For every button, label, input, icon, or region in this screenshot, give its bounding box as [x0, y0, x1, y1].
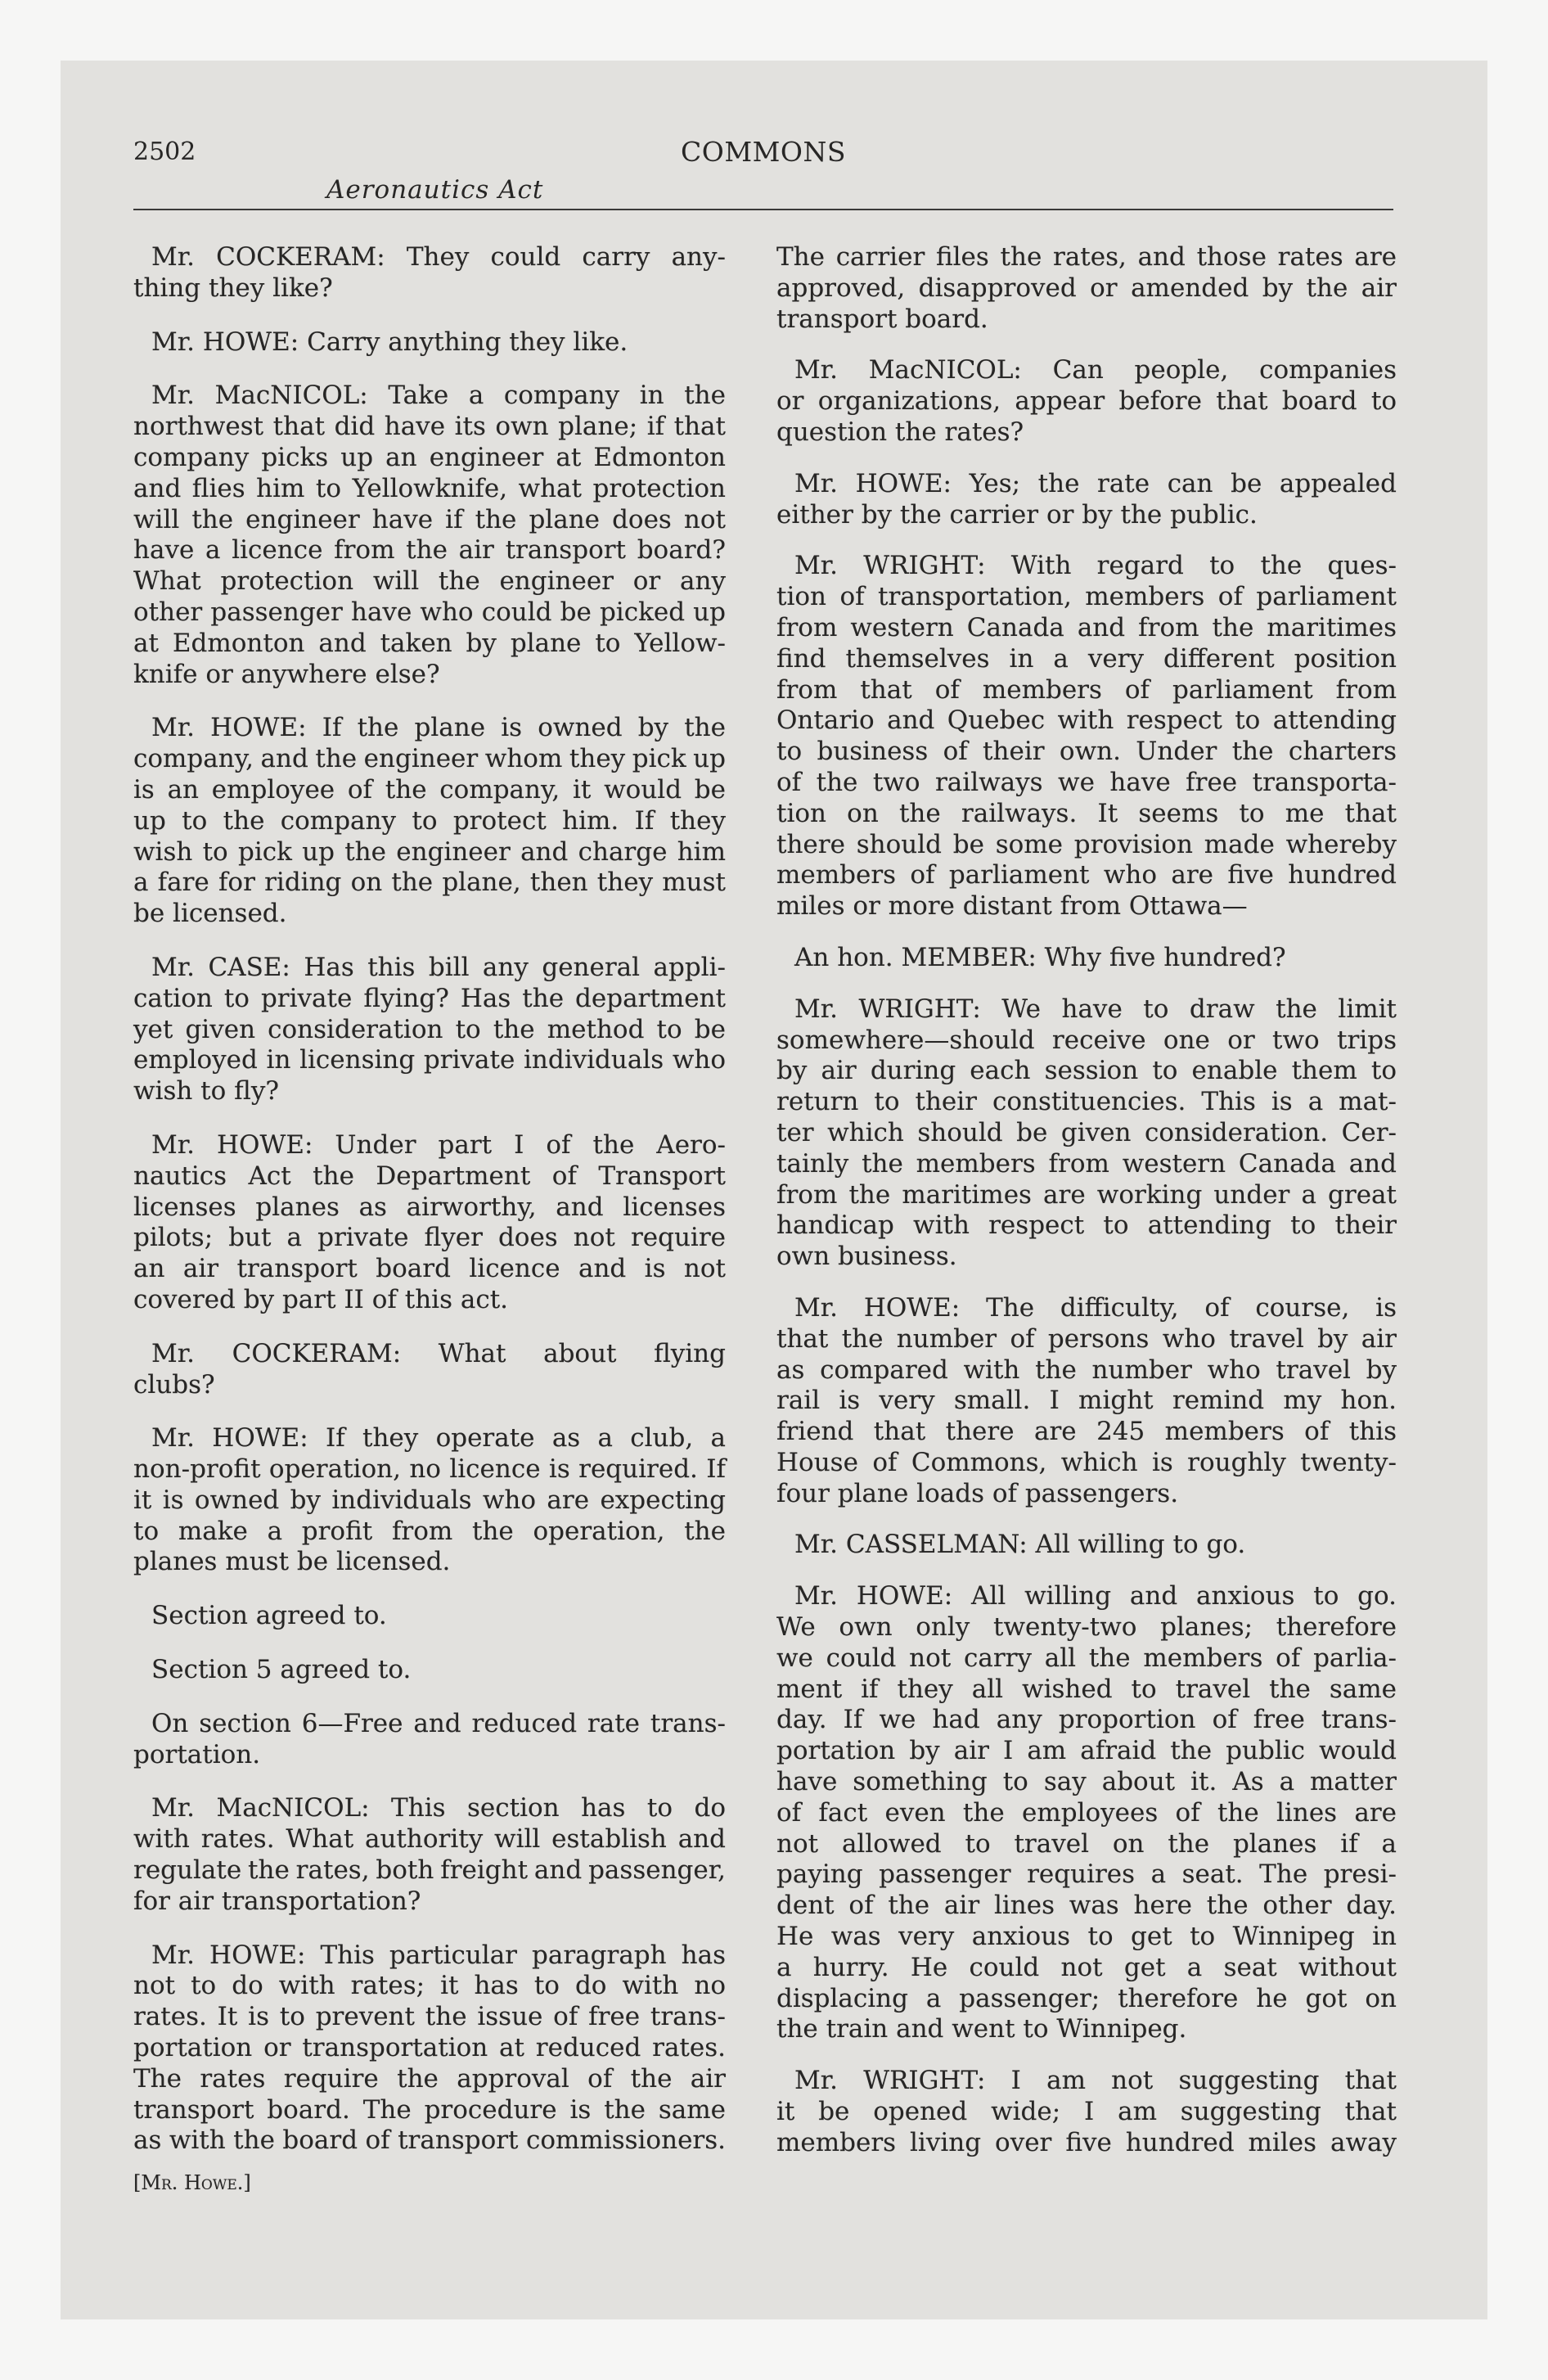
text-line: not allowed to travel on the planes if a	[776, 1828, 1397, 1859]
text-line: Mr. HOWE: The difficulty, of course, is	[794, 1292, 1397, 1323]
right-column	[776, 242, 1397, 2159]
text-line: tainly the members from western Canada and	[776, 1148, 1397, 1179]
text-line: there should be some provision made whereby	[776, 829, 1397, 859]
text-line: Mr. HOWE: Under part I of the Aero-	[151, 1129, 726, 1160]
text-line: company, and the engineer whom they pick up	[133, 744, 726, 774]
text-line: The rates require the approval of the air	[133, 2063, 726, 2094]
text-line: a fare for riding on the plane, then they must	[133, 868, 726, 898]
text-line: will the engineer have if the plane does not	[133, 504, 726, 534]
text-line: Mr. HOWE: If they operate as a club, a	[151, 1423, 726, 1454]
text-line: Mr. HOWE: All willing and anxious to go.	[794, 1581, 1397, 1611]
text-line: On section 6—Free and reduced rate trans-	[151, 1708, 726, 1738]
paragraph	[133, 1339, 726, 1401]
text-line: Mr. MacNICOL: Can people, companies	[794, 355, 1397, 385]
text-line: regulate the rates, both freight and passenger,	[133, 1855, 726, 1886]
text-line: yet given consideration to the method to be	[133, 1014, 726, 1044]
text-line: four plane loads of passengers.	[776, 1478, 1179, 1508]
text-line: planes must be licensed.	[133, 1547, 451, 1577]
text-line: with rates. What authority will establish and	[133, 1824, 726, 1855]
text-line: have a licence from the air transport board?	[133, 535, 726, 566]
text-line: Ontario and Quebec with respect to attending	[776, 705, 1397, 736]
text-line: Mr. HOWE: Carry anything they like.	[151, 327, 628, 357]
text-line: Mr. HOWE: If the plane is owned by the	[151, 713, 726, 743]
text-line: We own only twenty-two planes; therefore	[776, 1612, 1397, 1643]
paragraph	[133, 242, 726, 304]
paragraph	[133, 1941, 726, 2157]
paragraph	[133, 1793, 726, 1917]
text-line: as compared with the number who travel by	[776, 1355, 1397, 1385]
text-line: an air transport board licence and is not	[133, 1254, 726, 1284]
text-line: knife or anywhere else?	[133, 659, 440, 689]
text-line: transport board. The procedure is the same	[133, 2094, 726, 2125]
paragraph	[133, 1655, 726, 1686]
text-line: northwest that did have its own plane; if that	[133, 412, 726, 442]
paragraph	[776, 1530, 1397, 1561]
paragraph	[133, 1130, 726, 1316]
section-subject: Aeronautics Act	[326, 175, 544, 205]
text-line: other passenger have who could be picked up	[133, 597, 726, 627]
paragraph	[133, 1423, 726, 1578]
paragraph	[776, 355, 1397, 448]
text-line: pilots; but a private flyer does not require	[133, 1223, 726, 1253]
text-line: Section 5 agreed to.	[151, 1655, 412, 1685]
page-number: 2502	[133, 137, 196, 166]
text-line: non-profit operation, no licence is required. If	[133, 1454, 726, 1485]
text-line: House of Commons, which is roughly twenty-	[776, 1447, 1397, 1477]
text-line: Mr. HOWE: Yes; the rate can be appealed	[794, 468, 1397, 498]
text-line: it is owned by individuals who are expecting	[133, 1485, 726, 1515]
text-line: to business of their own. Under the charters	[776, 737, 1397, 767]
text-line: to make a profit from the operation, the	[133, 1516, 726, 1546]
text-line: ment if they all wished to travel the same	[776, 1674, 1397, 1704]
text-line: at Edmonton and taken by plane to Yellow-	[133, 628, 726, 658]
text-line: Mr. MacNICOL: Take a company in the	[151, 381, 726, 411]
paragraph	[776, 943, 1397, 974]
header-rule	[133, 209, 1393, 210]
text-line: cation to private flying? Has the department	[133, 983, 726, 1013]
text-line: be licensed.	[133, 899, 287, 929]
text-line: rates. It is to prevent the issue of free trans-	[133, 2002, 726, 2032]
text-line: we could not carry all the members of parlia-	[776, 1643, 1397, 1673]
text-line: by air during each session to enable them to	[776, 1056, 1397, 1086]
running-head: COMMONS	[681, 136, 846, 168]
text-line: company picks up an engineer at Edmonton	[133, 442, 726, 472]
text-line: return to their constituencies. This is a mat-	[776, 1087, 1397, 1117]
text-line: from western Canada and from the maritimes	[776, 612, 1397, 642]
text-line: wish to fly?	[133, 1076, 279, 1107]
text-line: Mr. MacNICOL: This section has to do	[151, 1793, 726, 1823]
text-line: question the rates?	[776, 417, 1024, 447]
paragraph	[776, 469, 1397, 531]
text-line: a hurry. He could not get a seat without	[776, 1952, 1397, 1982]
paragraph	[776, 2066, 1397, 2158]
paragraph	[133, 1601, 726, 1632]
text-line: have something to say about it. As a matter	[776, 1767, 1397, 1797]
text-line: Mr. COCKERAM: What about flying	[151, 1338, 726, 1368]
text-line: Mr. CASE: Has this bill any general appli-	[151, 952, 726, 982]
text-line: nautics Act the Department of Transport	[133, 1161, 726, 1191]
text-line: or organizations, appear before that board to	[776, 386, 1397, 417]
text-line: tion of transportation, members of parliament	[776, 582, 1397, 612]
text-line: that the number of persons who travel by air	[776, 1323, 1397, 1354]
text-line: ter which should be given consideration. Cer-	[776, 1117, 1397, 1147]
text-line: employed in licensing private individuals who	[133, 1045, 726, 1075]
text-line: The carrier files the rates, and those rates are	[776, 242, 1397, 272]
paragraph	[776, 242, 1397, 335]
text-line: An hon. MEMBER: Why five hundred?	[794, 942, 1286, 972]
text-line: find themselves in a very different position	[776, 643, 1397, 674]
text-line: He was very anxious to get to Winnipeg in	[776, 1922, 1397, 1952]
text-line: and flies him to Yellowknife, what protection	[133, 473, 726, 503]
text-line: as with the board of transport commissioners.	[133, 2125, 726, 2156]
text-line: Mr. HOWE: This particular paragraph has	[151, 1940, 726, 1970]
text-line: Mr. COCKERAM: They could carry any-	[151, 242, 726, 272]
text-line: Mr. WRIGHT: With regard to the ques-	[794, 551, 1397, 581]
text-line: approved, disapproved or amended by the air	[776, 273, 1397, 303]
text-line: up to the company to protect him. If they	[133, 805, 726, 836]
text-line: for air transportation?	[133, 1886, 421, 1916]
text-line: of fact even the employees of the lines are	[776, 1797, 1397, 1828]
text-line: day. If we had any proportion of free trans-	[776, 1705, 1397, 1735]
paragraph	[776, 1581, 1397, 2045]
text-line: dent of the air lines was here the other day.	[776, 1891, 1397, 1921]
text-line: displacing a passenger; therefore he got on	[776, 1983, 1397, 2013]
text-line: What protection will the engineer or any	[133, 566, 726, 597]
text-line: of the two railways we have free transporta-	[776, 767, 1397, 797]
text-line: either by the carrier or by the public.	[776, 499, 1258, 530]
paragraph	[133, 1709, 726, 1771]
text-line: not to do with rates; it has to do with no	[133, 1971, 726, 2001]
text-line: Mr. CASSELMAN: All willing to go.	[794, 1530, 1246, 1560]
text-line: the train and went to Winnipeg.	[776, 2014, 1187, 2044]
text-line: miles or more distant from Ottawa—	[776, 891, 1248, 922]
text-line: from the maritimes are working under a great	[776, 1179, 1397, 1210]
left-column	[133, 242, 726, 2157]
paragraph	[133, 381, 726, 690]
text-line: portation.	[133, 1739, 261, 1769]
text-line: covered by part II of this act.	[133, 1284, 509, 1314]
text-line: transport board.	[776, 304, 988, 334]
paragraph	[776, 994, 1397, 1273]
paragraph	[133, 953, 726, 1107]
text-line: rail is very small. I might remind my hon.	[776, 1386, 1397, 1416]
text-line: licenses planes as airworthy, and licenses	[133, 1192, 726, 1222]
text-line: portation or transportation at reduced rates.	[133, 2033, 726, 2063]
text-line: paying passenger requires a seat. The presi-	[776, 1859, 1397, 1890]
text-line: is an employee of the company, it would be	[133, 774, 726, 805]
text-line: members living over five hundred miles away	[776, 2127, 1397, 2157]
text-line: handicap with respect to attending to their	[776, 1210, 1397, 1241]
footer-speaker: [Mr. Howe.]	[133, 2171, 251, 2194]
text-line: clubs?	[133, 1369, 215, 1400]
text-line: it be opened wide; I am suggesting that	[776, 2097, 1397, 2127]
text-line: Mr. WRIGHT: I am not suggesting that	[794, 2066, 1397, 2096]
text-line: Section agreed to.	[151, 1601, 387, 1631]
text-line: from that of members of parliament from	[776, 674, 1397, 705]
text-line: Mr. WRIGHT: We have to draw the limit	[794, 994, 1397, 1024]
text-line: own business.	[776, 1242, 957, 1272]
paragraph	[776, 1293, 1397, 1510]
text-line: portation by air I am afraid the public would	[776, 1736, 1397, 1766]
text-line: friend that there are 245 members of this	[776, 1417, 1397, 1447]
paragraph	[776, 551, 1397, 922]
paragraph	[133, 713, 726, 930]
text-line: somewhere—should receive one or two trips	[776, 1025, 1397, 1055]
text-line: tion on the railways. It seems to me that	[776, 798, 1397, 828]
text-line: members of parliament who are five hundred	[776, 860, 1397, 890]
text-line: wish to pick up the engineer and charge him	[133, 836, 726, 867]
text-line: thing they like?	[133, 273, 333, 303]
paragraph	[133, 327, 726, 358]
